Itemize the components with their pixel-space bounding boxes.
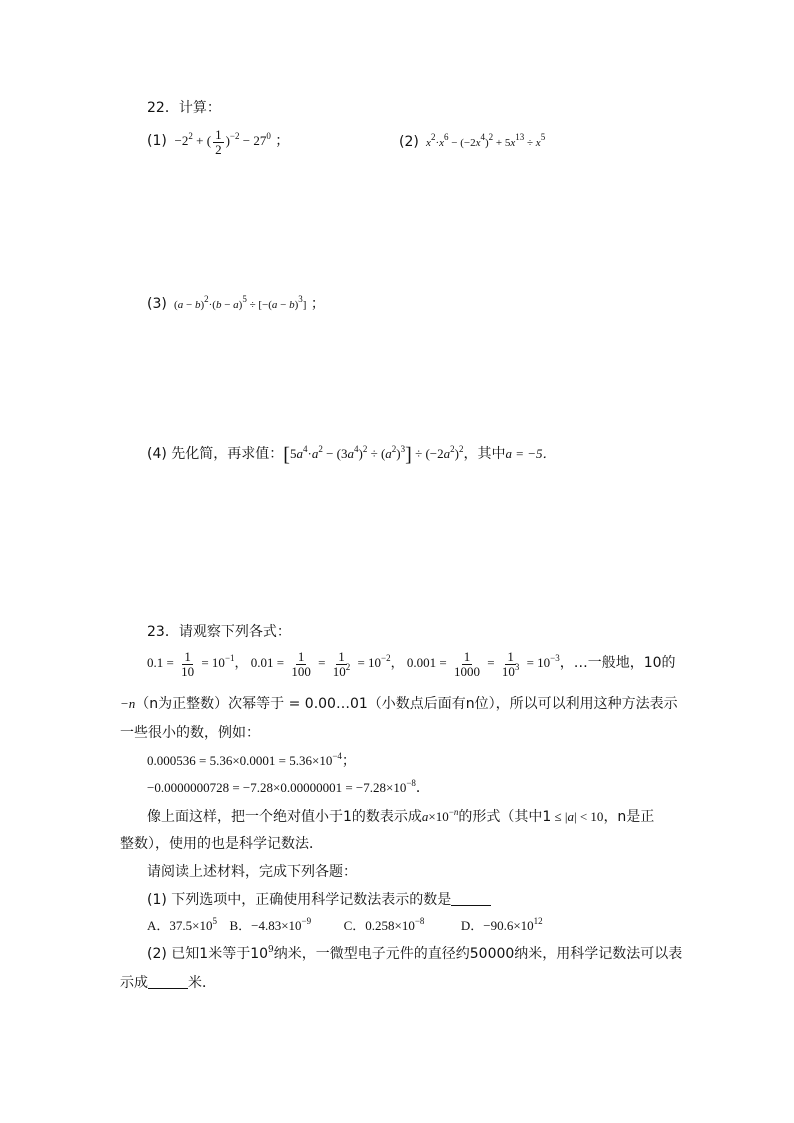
- q23-sub2-cont: 示成 米．: [120, 975, 216, 991]
- q23-abs-condition: ≤ |a| < 10: [551, 809, 604, 824]
- q23-line1-expr: 0.1 = $\frac{1}{10}$ = $10^{-1}$， 0.01 = $\frac{1}{100}$ = $\frac{1}{10^2}$ = $10^{-2}$， 0.001 = $\frac{1}{1000}$ = $\frac{1}{10^3}$ = $10^{-3}$: [147, 649, 560, 679]
- q22-p1-expr: $-2^2$ + ( $\frac{1}{2}$ )$^{-2} - 27^0$: [171, 127, 271, 157]
- q23-line6: 请阅读上述材料，完成下列各题：: [147, 864, 357, 880]
- q22-p4-expr: $[5a^4\cdot a^2 - (3a^4)^2 \div (a^2)^3] \div (-2a^2)^2$: [283, 444, 464, 466]
- q22-part3: (3) $(a - b)^2\cdot(b - a)^5 \div [-(a - b)^3]$ ；: [147, 294, 325, 312]
- answer-blank-2[interactable]: [148, 974, 188, 989]
- q22-p1-label: (1): [147, 133, 167, 150]
- q23-line1: 0.1 = $\frac{1}{10}$ = $10^{-1}$， 0.01 = $\frac{1}{100}$ = $\frac{1}{10^2}$ = $10^{-2}$， 0.001 = $\frac{1}{1000}$ = $\frac{1}{10^3}$ = $10^{-3}$，…一般地，10的: [147, 649, 676, 679]
- q22-part4: (4) 先化简，再求值：$[5a^4\cdot a^2 - (3a^4)^2 \div (a^2)^3] \div (-2a^2)^2$，其中a = −5．: [147, 444, 556, 466]
- q23-line2: −n（n为正整数）次幂等于 = 0.00…01（小数点后面有n位），所以可以利用这种方法表示: [120, 696, 678, 712]
- q22-part2: [399, 134, 545, 150]
- q23-example1: $0.000536 = 5.36\times 0.0001 = 5.36\times 10^{-4}$；: [147, 751, 356, 769]
- q23-sub2: (2) 已知1米等于$10^9$纳米，一微型电子元件的直径约50000纳米，用科学记数法可以表: [147, 945, 683, 962]
- option-d[interactable]: D．$-90.6\times 10^{12}$: [460, 916, 543, 933]
- option-a[interactable]: A．$37.5\times 10^5$: [147, 916, 217, 933]
- q23-title: 23．请观察下列各式：: [147, 624, 291, 640]
- q22-p3-label: (3): [147, 296, 167, 312]
- answer-blank-1[interactable]: [451, 891, 491, 906]
- q22-p2-expr: $x^2\cdot x^6 - (-2x^4)^2 + 5x^{13} \div x^5$: [426, 132, 546, 149]
- q23-line3: 一些很小的数，例如：: [120, 725, 260, 741]
- q22-title: 22．计算：: [147, 100, 221, 116]
- q23-line4: 像上面这样，把一个绝对值小于1的数表示成$a\times 10^{-n}$的形式（其中1 ≤ |a| < 10，n是正: [147, 807, 655, 825]
- option-c[interactable]: C．$0.258\times 10^{-8}$: [343, 916, 425, 933]
- q23-options: [147, 915, 543, 934]
- option-b[interactable]: B．$-4.83\times 10^{-9}$: [229, 916, 312, 933]
- q22-part1: $(1) -2^2$ + ( $\frac{1}{2}$ )$^{-2} - 27^0$ ；: [147, 127, 290, 157]
- q22-p3-expr: $(a - b)^2\cdot(b - a)^5 \div [-(a - b)^3]$: [171, 294, 307, 311]
- q23-example2: $-0.0000000728 = -7.28\times 0.00000001 = -7.28\times 10^{-8}$．: [147, 778, 430, 796]
- q22-p4-value: a = −5．: [505, 446, 556, 461]
- q22-p4-label: (4): [147, 446, 167, 462]
- q23-sub1: (1) 下列选项中，正确使用科学记数法表示的数是: [147, 889, 491, 909]
- q23-line5: 整数），使用的也是科学记数法．: [120, 836, 323, 852]
- q22-p2-label: (2): [399, 134, 419, 150]
- q23-notation: $a\times 10^{-n}$: [421, 807, 459, 824]
